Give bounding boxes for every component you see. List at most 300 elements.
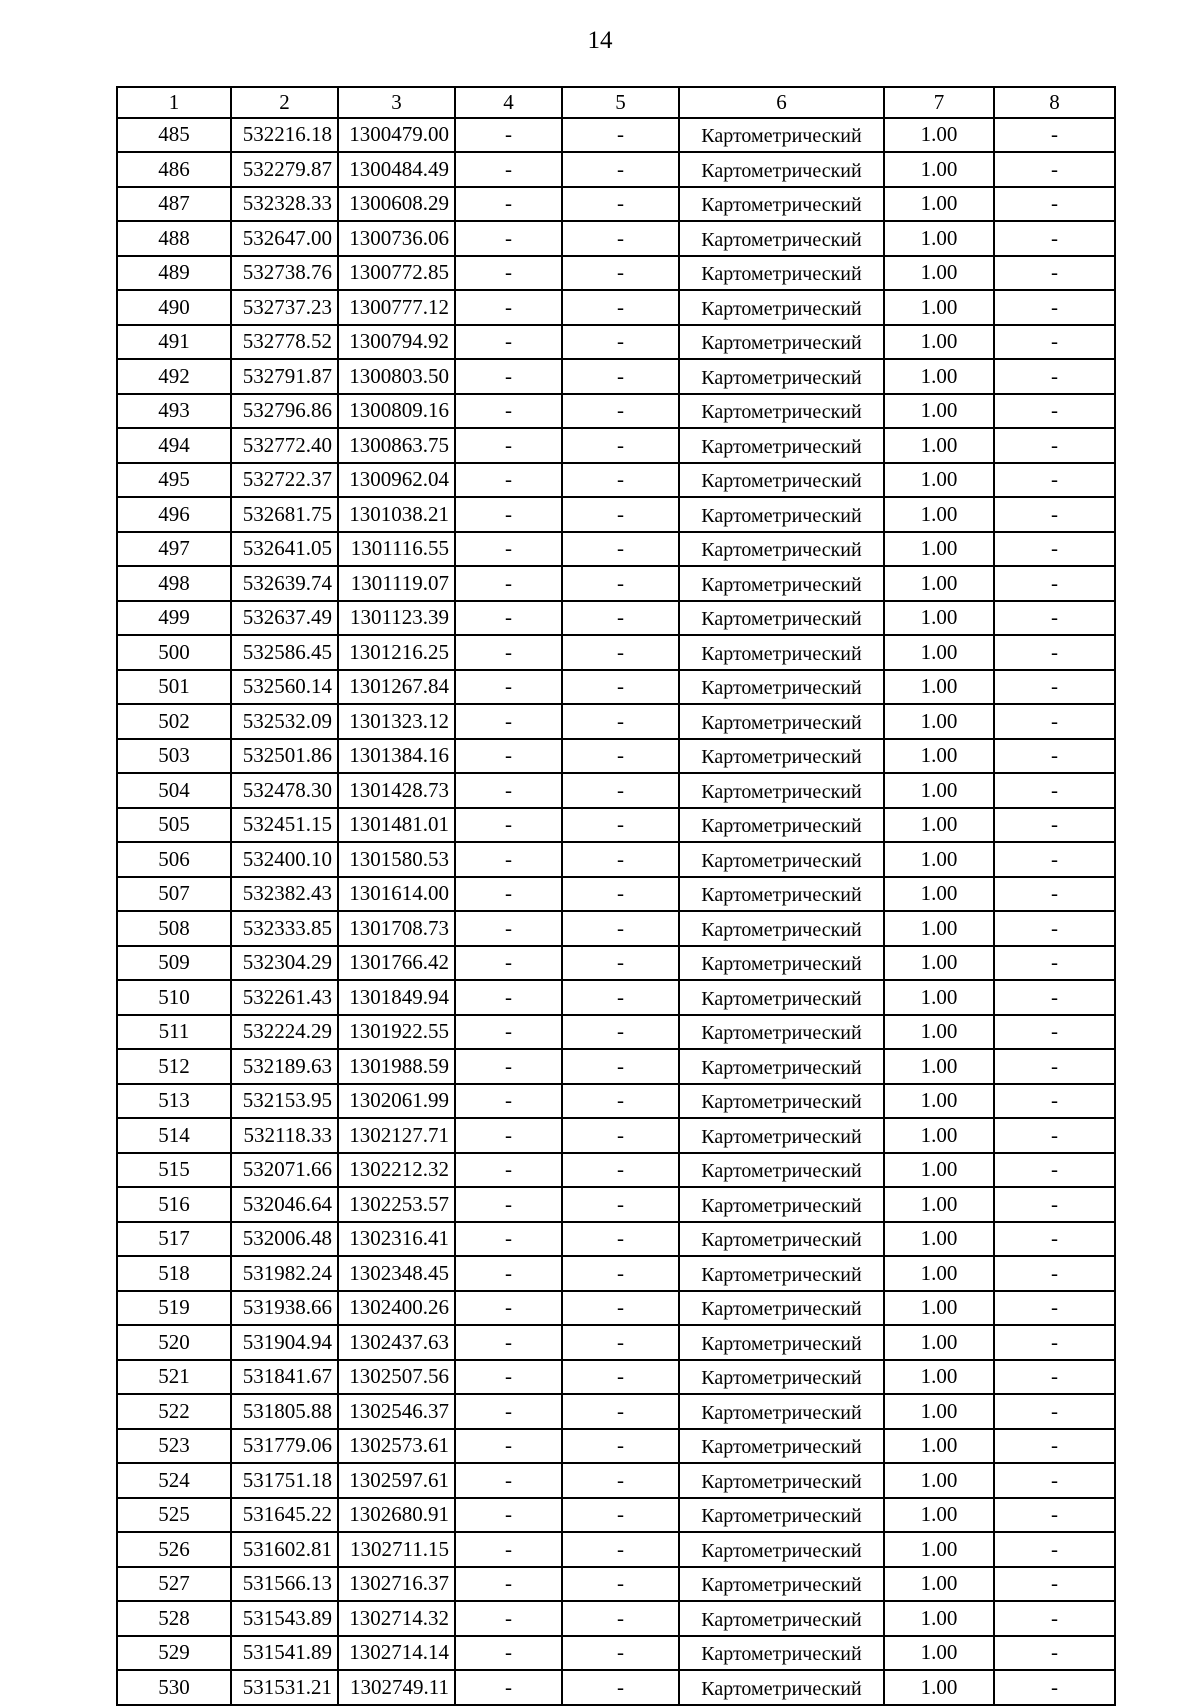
table-row [117, 187, 1115, 222]
column-8-cell: - [994, 566, 1115, 601]
column-4-cell: - [455, 842, 562, 877]
column-5-cell: - [562, 359, 679, 394]
column-5-cell: - [562, 1636, 679, 1671]
y-coordinate-cell: 1301580.53 [338, 842, 455, 877]
column-8-cell: - [994, 532, 1115, 567]
accuracy-cell: 1.00 [884, 394, 994, 429]
column-5-cell: - [562, 118, 679, 153]
y-coordinate-cell: 1300608.29 [338, 187, 455, 222]
x-coordinate-cell: 532647.00 [231, 221, 338, 256]
column-8-cell: - [994, 359, 1115, 394]
method-cell: Картометрический [679, 187, 884, 222]
table-row [117, 601, 1115, 636]
method-cell: Картометрический [679, 739, 884, 774]
point-number-cell: 486 [117, 152, 231, 187]
y-coordinate-cell: 1302714.32 [338, 1601, 455, 1636]
method-cell: Картометрический [679, 463, 884, 498]
y-coordinate-cell: 1302316.41 [338, 1222, 455, 1257]
table-row [117, 1153, 1115, 1188]
accuracy-cell: 1.00 [884, 808, 994, 843]
x-coordinate-cell: 531645.22 [231, 1498, 338, 1533]
table-row [117, 1567, 1115, 1602]
y-coordinate-cell: 1302714.14 [338, 1636, 455, 1671]
column-5-cell: - [562, 187, 679, 222]
method-cell: Картометрический [679, 1670, 884, 1705]
column-4-cell: - [455, 1498, 562, 1533]
column-8-cell: - [994, 221, 1115, 256]
column-5-cell: - [562, 704, 679, 739]
accuracy-cell: 1.00 [884, 359, 994, 394]
column-5-cell: - [562, 842, 679, 877]
accuracy-cell: 1.00 [884, 911, 994, 946]
column-8-cell: - [994, 1670, 1115, 1705]
column-4-cell: - [455, 1187, 562, 1222]
accuracy-cell: 1.00 [884, 1256, 994, 1291]
point-number-cell: 505 [117, 808, 231, 843]
y-coordinate-cell: 1300484.49 [338, 152, 455, 187]
x-coordinate-cell: 531531.21 [231, 1670, 338, 1705]
column-8-cell: - [994, 1636, 1115, 1671]
method-cell: Картометрический [679, 1394, 884, 1429]
column-5-cell: - [562, 808, 679, 843]
method-cell: Картометрический [679, 497, 884, 532]
accuracy-cell: 1.00 [884, 1636, 994, 1671]
method-cell: Картометрический [679, 152, 884, 187]
table-row [117, 1325, 1115, 1360]
x-coordinate-cell: 532382.43 [231, 877, 338, 912]
accuracy-cell: 1.00 [884, 1291, 994, 1326]
table-row [117, 877, 1115, 912]
column-4-cell: - [455, 256, 562, 291]
column-5-cell: - [562, 152, 679, 187]
table-row [117, 1601, 1115, 1636]
table-header [117, 87, 1115, 118]
accuracy-cell: 1.00 [884, 1153, 994, 1188]
method-cell: Картометрический [679, 118, 884, 153]
x-coordinate-cell: 531982.24 [231, 1256, 338, 1291]
point-number-cell: 503 [117, 739, 231, 774]
column-4-cell: - [455, 532, 562, 567]
column-5-cell: - [562, 290, 679, 325]
y-coordinate-cell: 1302597.61 [338, 1463, 455, 1498]
y-coordinate-cell: 1301267.84 [338, 670, 455, 705]
table-row [117, 1360, 1115, 1395]
column-8-cell: - [994, 394, 1115, 429]
column-5-cell: - [562, 911, 679, 946]
column-4-cell: - [455, 118, 562, 153]
x-coordinate-cell: 532328.33 [231, 187, 338, 222]
x-coordinate-cell: 532738.76 [231, 256, 338, 291]
table-row [117, 842, 1115, 877]
point-number-cell: 492 [117, 359, 231, 394]
x-coordinate-cell: 531938.66 [231, 1291, 338, 1326]
point-number-cell: 523 [117, 1429, 231, 1464]
table-row [117, 497, 1115, 532]
x-coordinate-cell: 531541.89 [231, 1636, 338, 1671]
column-5-cell: - [562, 1532, 679, 1567]
column-4-cell: - [455, 1291, 562, 1326]
x-coordinate-cell: 532118.33 [231, 1118, 338, 1153]
column-8-cell: - [994, 670, 1115, 705]
x-coordinate-cell: 532681.75 [231, 497, 338, 532]
table-row [117, 1291, 1115, 1326]
accuracy-cell: 1.00 [884, 1049, 994, 1084]
header-row [117, 87, 1115, 118]
method-cell: Картометрический [679, 877, 884, 912]
point-number-cell: 502 [117, 704, 231, 739]
accuracy-cell: 1.00 [884, 1532, 994, 1567]
table-row [117, 1084, 1115, 1119]
x-coordinate-cell: 532641.05 [231, 532, 338, 567]
point-number-cell: 512 [117, 1049, 231, 1084]
x-coordinate-cell: 532189.63 [231, 1049, 338, 1084]
method-cell: Картометрический [679, 428, 884, 463]
column-4-cell: - [455, 566, 562, 601]
column-4-cell: - [455, 1601, 562, 1636]
x-coordinate-cell: 532639.74 [231, 566, 338, 601]
column-5-cell: - [562, 1601, 679, 1636]
column-8-cell: - [994, 1187, 1115, 1222]
y-coordinate-cell: 1302507.56 [338, 1360, 455, 1395]
method-cell: Картометрический [679, 1118, 884, 1153]
column-5-cell: - [562, 1325, 679, 1360]
table-row [117, 532, 1115, 567]
accuracy-cell: 1.00 [884, 1325, 994, 1360]
column-8-cell: - [994, 428, 1115, 463]
column-8-cell: - [994, 980, 1115, 1015]
column-8-cell: - [994, 1429, 1115, 1464]
table-row [117, 1222, 1115, 1257]
column-4-cell: - [455, 1118, 562, 1153]
column-8-cell: - [994, 1291, 1115, 1326]
point-number-cell: 519 [117, 1291, 231, 1326]
x-coordinate-cell: 532451.15 [231, 808, 338, 843]
column-4-cell: - [455, 1394, 562, 1429]
column-4-cell: - [455, 394, 562, 429]
column-8-cell: - [994, 1084, 1115, 1119]
x-coordinate-cell: 532796.86 [231, 394, 338, 429]
y-coordinate-cell: 1300863.75 [338, 428, 455, 463]
column-4-cell: - [455, 1084, 562, 1119]
accuracy-cell: 1.00 [884, 1429, 994, 1464]
table-row [117, 1498, 1115, 1533]
point-number-cell: 489 [117, 256, 231, 291]
table-row [117, 325, 1115, 360]
coordinates-table [116, 86, 1116, 1706]
y-coordinate-cell: 1302400.26 [338, 1291, 455, 1326]
column-4-cell: - [455, 739, 562, 774]
table-row [117, 359, 1115, 394]
column-8-cell: - [994, 601, 1115, 636]
point-number-cell: 509 [117, 946, 231, 981]
column-5-cell: - [562, 1291, 679, 1326]
column-8-cell: - [994, 152, 1115, 187]
method-cell: Картометрический [679, 1187, 884, 1222]
point-number-cell: 516 [117, 1187, 231, 1222]
point-number-cell: 514 [117, 1118, 231, 1153]
table-row [117, 221, 1115, 256]
point-number-cell: 527 [117, 1567, 231, 1602]
point-number-cell: 493 [117, 394, 231, 429]
column-4-cell: - [455, 635, 562, 670]
accuracy-cell: 1.00 [884, 1567, 994, 1602]
accuracy-cell: 1.00 [884, 325, 994, 360]
y-coordinate-cell: 1301614.00 [338, 877, 455, 912]
method-cell: Картометрический [679, 566, 884, 601]
column-5-cell: - [562, 980, 679, 1015]
y-coordinate-cell: 1301384.16 [338, 739, 455, 774]
column-8-cell: - [994, 842, 1115, 877]
column-4-cell: - [455, 428, 562, 463]
table-row [117, 946, 1115, 981]
accuracy-cell: 1.00 [884, 152, 994, 187]
method-cell: Картометрический [679, 1498, 884, 1533]
y-coordinate-cell: 1301323.12 [338, 704, 455, 739]
column-8-cell: - [994, 739, 1115, 774]
column-8-cell: - [994, 187, 1115, 222]
table-row [117, 118, 1115, 153]
table-row [117, 1015, 1115, 1050]
column-8-cell: - [994, 1601, 1115, 1636]
x-coordinate-cell: 531779.06 [231, 1429, 338, 1464]
x-coordinate-cell: 532279.87 [231, 152, 338, 187]
column-8-cell: - [994, 1222, 1115, 1257]
column-header: 3 [338, 87, 455, 118]
column-5-cell: - [562, 601, 679, 636]
y-coordinate-cell: 1302127.71 [338, 1118, 455, 1153]
column-header: 1 [117, 87, 231, 118]
x-coordinate-cell: 532586.45 [231, 635, 338, 670]
method-cell: Картометрический [679, 980, 884, 1015]
column-4-cell: - [455, 1670, 562, 1705]
y-coordinate-cell: 1302749.11 [338, 1670, 455, 1705]
point-number-cell: 491 [117, 325, 231, 360]
table-row [117, 1187, 1115, 1222]
column-8-cell: - [994, 290, 1115, 325]
accuracy-cell: 1.00 [884, 1015, 994, 1050]
y-coordinate-cell: 1302253.57 [338, 1187, 455, 1222]
table-row [117, 566, 1115, 601]
column-4-cell: - [455, 359, 562, 394]
column-8-cell: - [994, 118, 1115, 153]
column-5-cell: - [562, 497, 679, 532]
method-cell: Картометрический [679, 601, 884, 636]
column-8-cell: - [994, 463, 1115, 498]
column-5-cell: - [562, 635, 679, 670]
column-header: 6 [679, 87, 884, 118]
column-4-cell: - [455, 670, 562, 705]
method-cell: Картометрический [679, 808, 884, 843]
method-cell: Картометрический [679, 325, 884, 360]
column-5-cell: - [562, 394, 679, 429]
point-number-cell: 508 [117, 911, 231, 946]
method-cell: Картометрический [679, 911, 884, 946]
column-5-cell: - [562, 1567, 679, 1602]
y-coordinate-cell: 1302711.15 [338, 1532, 455, 1567]
column-4-cell: - [455, 911, 562, 946]
column-header: 7 [884, 87, 994, 118]
column-5-cell: - [562, 739, 679, 774]
accuracy-cell: 1.00 [884, 670, 994, 705]
y-coordinate-cell: 1301766.42 [338, 946, 455, 981]
accuracy-cell: 1.00 [884, 256, 994, 291]
column-4-cell: - [455, 152, 562, 187]
column-8-cell: - [994, 911, 1115, 946]
method-cell: Картометрический [679, 256, 884, 291]
column-8-cell: - [994, 635, 1115, 670]
point-number-cell: 513 [117, 1084, 231, 1119]
y-coordinate-cell: 1301922.55 [338, 1015, 455, 1050]
column-4-cell: - [455, 325, 562, 360]
table-row [117, 1118, 1115, 1153]
table-row [117, 808, 1115, 843]
x-coordinate-cell: 532216.18 [231, 118, 338, 153]
column-4-cell: - [455, 980, 562, 1015]
method-cell: Картометрический [679, 1463, 884, 1498]
column-5-cell: - [562, 670, 679, 705]
accuracy-cell: 1.00 [884, 532, 994, 567]
column-4-cell: - [455, 1153, 562, 1188]
column-5-cell: - [562, 1118, 679, 1153]
y-coordinate-cell: 1302212.32 [338, 1153, 455, 1188]
method-cell: Картометрический [679, 1256, 884, 1291]
x-coordinate-cell: 532532.09 [231, 704, 338, 739]
column-4-cell: - [455, 808, 562, 843]
x-coordinate-cell: 532560.14 [231, 670, 338, 705]
column-4-cell: - [455, 1325, 562, 1360]
column-5-cell: - [562, 877, 679, 912]
method-cell: Картометрический [679, 290, 884, 325]
y-coordinate-cell: 1302716.37 [338, 1567, 455, 1602]
point-number-cell: 518 [117, 1256, 231, 1291]
x-coordinate-cell: 532778.52 [231, 325, 338, 360]
x-coordinate-cell: 532722.37 [231, 463, 338, 498]
column-5-cell: - [562, 566, 679, 601]
y-coordinate-cell: 1301116.55 [338, 532, 455, 567]
column-4-cell: - [455, 1222, 562, 1257]
column-4-cell: - [455, 1636, 562, 1671]
x-coordinate-cell: 532046.64 [231, 1187, 338, 1222]
y-coordinate-cell: 1301849.94 [338, 980, 455, 1015]
accuracy-cell: 1.00 [884, 739, 994, 774]
y-coordinate-cell: 1300772.85 [338, 256, 455, 291]
column-5-cell: - [562, 1394, 679, 1429]
accuracy-cell: 1.00 [884, 1084, 994, 1119]
column-5-cell: - [562, 1049, 679, 1084]
column-8-cell: - [994, 773, 1115, 808]
accuracy-cell: 1.00 [884, 1498, 994, 1533]
y-coordinate-cell: 1300803.50 [338, 359, 455, 394]
accuracy-cell: 1.00 [884, 601, 994, 636]
table-row [117, 1394, 1115, 1429]
column-8-cell: - [994, 497, 1115, 532]
accuracy-cell: 1.00 [884, 1187, 994, 1222]
method-cell: Картометрический [679, 532, 884, 567]
column-5-cell: - [562, 1498, 679, 1533]
accuracy-cell: 1.00 [884, 463, 994, 498]
point-number-cell: 511 [117, 1015, 231, 1050]
table-body [117, 118, 1115, 1705]
table-row [117, 635, 1115, 670]
column-header: 8 [994, 87, 1115, 118]
column-4-cell: - [455, 1567, 562, 1602]
point-number-cell: 530 [117, 1670, 231, 1705]
column-4-cell: - [455, 1532, 562, 1567]
column-8-cell: - [994, 1015, 1115, 1050]
accuracy-cell: 1.00 [884, 118, 994, 153]
table-row [117, 1636, 1115, 1671]
column-4-cell: - [455, 1429, 562, 1464]
column-8-cell: - [994, 1118, 1115, 1153]
accuracy-cell: 1.00 [884, 635, 994, 670]
y-coordinate-cell: 1301988.59 [338, 1049, 455, 1084]
column-5-cell: - [562, 1463, 679, 1498]
point-number-cell: 500 [117, 635, 231, 670]
table-row [117, 428, 1115, 463]
column-5-cell: - [562, 221, 679, 256]
x-coordinate-cell: 531751.18 [231, 1463, 338, 1498]
column-5-cell: - [562, 1360, 679, 1395]
method-cell: Картометрический [679, 1153, 884, 1188]
table-row [117, 1049, 1115, 1084]
accuracy-cell: 1.00 [884, 1463, 994, 1498]
x-coordinate-cell: 532400.10 [231, 842, 338, 877]
y-coordinate-cell: 1301708.73 [338, 911, 455, 946]
x-coordinate-cell: 532224.29 [231, 1015, 338, 1050]
x-coordinate-cell: 532304.29 [231, 946, 338, 981]
column-8-cell: - [994, 1567, 1115, 1602]
y-coordinate-cell: 1302348.45 [338, 1256, 455, 1291]
point-number-cell: 490 [117, 290, 231, 325]
accuracy-cell: 1.00 [884, 1222, 994, 1257]
y-coordinate-cell: 1300794.92 [338, 325, 455, 360]
point-number-cell: 510 [117, 980, 231, 1015]
column-8-cell: - [994, 808, 1115, 843]
column-4-cell: - [455, 1360, 562, 1395]
accuracy-cell: 1.00 [884, 704, 994, 739]
point-number-cell: 487 [117, 187, 231, 222]
point-number-cell: 496 [117, 497, 231, 532]
table-row [117, 704, 1115, 739]
method-cell: Картометрический [679, 359, 884, 394]
y-coordinate-cell: 1301119.07 [338, 566, 455, 601]
point-number-cell: 521 [117, 1360, 231, 1395]
method-cell: Картометрический [679, 1360, 884, 1395]
table-row [117, 152, 1115, 187]
x-coordinate-cell: 531904.94 [231, 1325, 338, 1360]
column-4-cell: - [455, 221, 562, 256]
column-5-cell: - [562, 1015, 679, 1050]
table-row [117, 463, 1115, 498]
column-4-cell: - [455, 877, 562, 912]
x-coordinate-cell: 532071.66 [231, 1153, 338, 1188]
column-5-cell: - [562, 1670, 679, 1705]
column-8-cell: - [994, 877, 1115, 912]
x-coordinate-cell: 532261.43 [231, 980, 338, 1015]
method-cell: Картометрический [679, 1084, 884, 1119]
accuracy-cell: 1.00 [884, 187, 994, 222]
table-row [117, 290, 1115, 325]
x-coordinate-cell: 532772.40 [231, 428, 338, 463]
column-4-cell: - [455, 187, 562, 222]
column-5-cell: - [562, 946, 679, 981]
column-5-cell: - [562, 1187, 679, 1222]
column-8-cell: - [994, 256, 1115, 291]
accuracy-cell: 1.00 [884, 1360, 994, 1395]
column-8-cell: - [994, 1360, 1115, 1395]
point-number-cell: 525 [117, 1498, 231, 1533]
column-4-cell: - [455, 601, 562, 636]
